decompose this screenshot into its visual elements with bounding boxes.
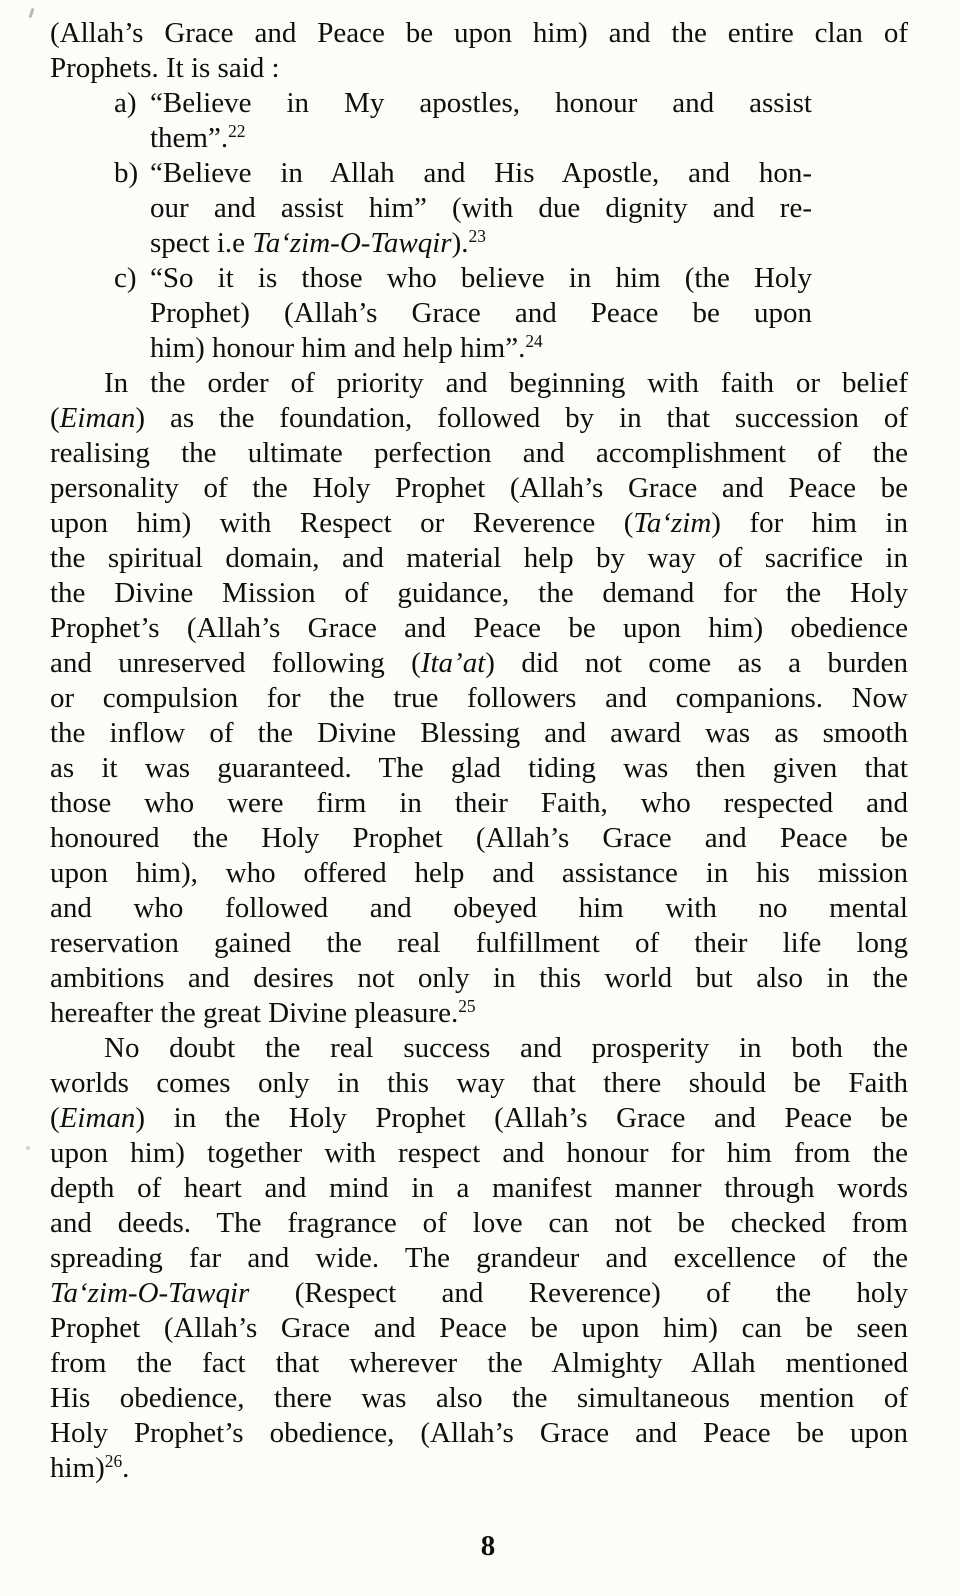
list-marker: c) [114, 262, 137, 294]
text-line: “So it is those who believe in him (the Holy [150, 262, 812, 294]
text-line: or compulsion for the true followers and companions. Now [50, 682, 908, 714]
list-item-a [114, 86, 812, 156]
text-line: personality of the Holy Prophet (Allah’s Grace and Peace be [50, 472, 908, 504]
text-line: honoured the Holy Prophet (Allah’s Grace and Peace be [50, 822, 908, 854]
text-line: Prophets. It is said : [50, 52, 280, 84]
text-line: Prophet) (Allah’s Grace and Peace be upon [150, 297, 812, 329]
paragraph-body-2 [50, 1031, 908, 1486]
quote-list [50, 86, 908, 366]
text-line: spect i.e Ta‘zim-O-Tawqir).$^{23}$ [150, 226, 486, 259]
list-item-c [114, 261, 812, 366]
text-line: him) honour him and help him”.$^{24}$ [150, 331, 543, 364]
text-line: upon him) together with respect and honour for him from the [50, 1137, 908, 1169]
text-line: our and assist him” (with due dignity and re- [150, 192, 812, 224]
text-line: spreading far and wide. The grandeur and excellence of the [50, 1242, 908, 1274]
list-item-lines [150, 261, 812, 366]
text-line: No doubt the real success and prosperity in both the [104, 1032, 908, 1064]
text-line: In the order of priority and beginning with faith or belief [104, 367, 908, 399]
text-line: him)$^{26}$. [50, 1451, 130, 1484]
text-line: the spiritual domain, and material help by way of sacrifice in [50, 542, 908, 574]
text-line: and deeds. The fragrance of love can not be checked from [50, 1207, 908, 1239]
text-line: those who were firm in their Faith, who respected and [50, 787, 908, 819]
text-line: (Eiman) in the Holy Prophet (Allah’s Grace and Peace be [50, 1102, 908, 1134]
text-line: Prophet’s (Allah’s Grace and Peace be upon him) obedience [50, 612, 908, 644]
text-line: depth of heart and mind in a manifest manner through words [50, 1172, 908, 1204]
text-line: (Allah’s Grace and Peace be upon him) and the entire clan of [50, 17, 908, 49]
text-line: hereafter the great Divine pleasure.$^{25}$ [50, 996, 476, 1029]
text-line: as it was guaranteed. The glad tiding was then given that [50, 752, 908, 784]
paragraph-intro [50, 16, 908, 86]
text-line: and unreserved following (Ita’at) did not come as a burden [50, 647, 908, 679]
text-line: “Believe in Allah and His Apostle, and hon- [150, 157, 812, 189]
text-line: His obedience, there was also the simultaneous mention of [50, 1382, 908, 1414]
list-marker: b) [114, 157, 139, 189]
footnote-ref: 25 [458, 996, 476, 1017]
text-line: upon him), who offered help and assistance in his mission [50, 857, 908, 889]
text-line: ambitions and desires not only in this world but also in the [50, 962, 908, 994]
footnote-ref: 23 [468, 226, 486, 247]
text-line: worlds comes only in this way that there should be Faith [50, 1067, 908, 1099]
text-line: realising the ultimate perfection and accomplishment of the [50, 437, 908, 469]
text-line: Ta‘zim-O-Tawqir (Respect and Reverence) of the holy [50, 1277, 908, 1309]
text-line: from the fact that wherever the Almighty Allah mentioned [50, 1347, 908, 1379]
paragraph-body-1 [50, 366, 908, 1031]
text-line: reservation gained the real fulfillment of their life long [50, 927, 908, 959]
footnote-ref: 26 [104, 1451, 123, 1472]
page-text [50, 16, 908, 1486]
text-line: and who followed and obeyed him with no mental [50, 892, 908, 924]
text-line: Holy Prophet’s obedience, (Allah’s Grace and Peace be upon [50, 1417, 908, 1449]
text-line: Prophet (Allah’s Grace and Peace be upon him) can be seen [50, 1312, 908, 1344]
scan-speck [26, 1146, 30, 1150]
text-line: (Eiman) as the foundation, followed by in that succession of [50, 402, 908, 434]
text-line: them”.$^{22}$ [150, 121, 246, 154]
footnote-ref: 24 [525, 331, 543, 352]
page-number: 8 [480, 1530, 496, 1562]
list-item-b [114, 156, 812, 261]
list-item-lines [150, 86, 812, 156]
text-line: “Believe in My apostles, honour and assist [150, 87, 812, 119]
list-marker: a) [114, 87, 137, 119]
list-item-lines [150, 156, 812, 261]
text-line: the inflow of the Divine Blessing and award was as smooth [50, 717, 908, 749]
scan-speck [29, 8, 35, 18]
text-line: the Divine Mission of guidance, the demand for the Holy [50, 577, 908, 609]
text-line: upon him) with Respect or Reverence (Ta‘zim) for him in [50, 507, 908, 539]
footnote-ref: 22 [228, 121, 246, 142]
